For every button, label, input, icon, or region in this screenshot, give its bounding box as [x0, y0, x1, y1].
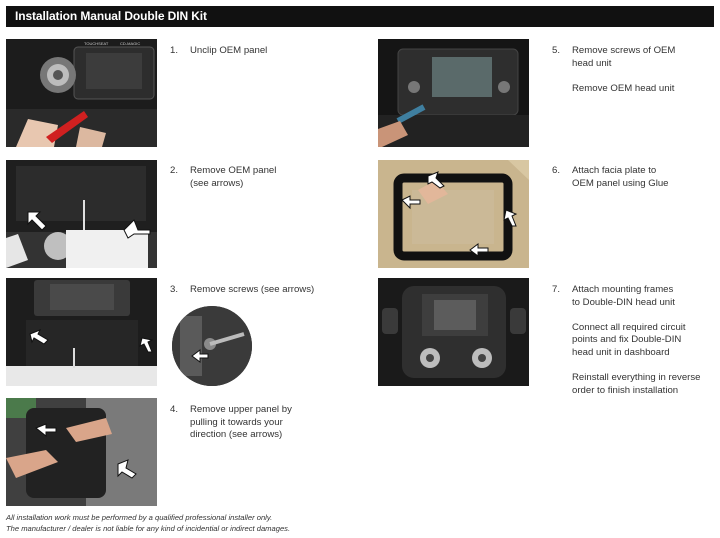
photo-step-7	[378, 278, 529, 386]
step-5-text	[572, 45, 675, 95]
page-title: Installation Manual Double DIN Kit	[15, 9, 207, 23]
step-text-line: Remove screws (see arrows)	[190, 284, 315, 295]
step-text-line: Unclip OEM panel	[190, 45, 268, 56]
step-text-line	[572, 309, 701, 322]
header-bar	[6, 6, 714, 27]
step-text-line: head unit in dashboard	[572, 346, 670, 358]
step-3-text	[190, 284, 314, 297]
step-text-line: Remove OEM panel	[190, 165, 277, 176]
photo-step-1	[6, 39, 157, 147]
step-text-line: order to finish installation	[572, 384, 679, 396]
photo-step-5	[378, 39, 529, 147]
disclaimer-line-1: All installation work must be performed by a qualified professional installer only.	[6, 513, 273, 522]
photo-step-3-detail	[172, 306, 252, 386]
step-text-line: Connect all required circuit	[572, 321, 686, 333]
step-text-line: Attach facia plate to	[572, 165, 657, 176]
step-7-number: 7.	[552, 284, 561, 295]
step-2-number: 2.	[170, 165, 179, 176]
step-2-text	[190, 165, 276, 190]
step-text-line	[572, 360, 701, 373]
step-3-number: 3.	[170, 284, 179, 295]
step-text-line: Remove screws of OEM	[572, 45, 676, 56]
photo-step-2	[6, 160, 157, 268]
photo-label-cdmagic: CD-MAGIC	[120, 41, 141, 46]
step-text-line: pulling it towards your	[190, 416, 283, 428]
step-1-number: 1.	[170, 45, 179, 56]
step-text-line: to Double-DIN head unit	[572, 296, 675, 308]
step-text-line: head unit	[572, 57, 612, 69]
step-text-line: Attach mounting frames	[572, 284, 674, 295]
step-7-text	[572, 284, 701, 397]
step-text-line: (see arrows)	[190, 177, 244, 189]
photo-step-4	[6, 398, 157, 506]
step-text-line: Remove OEM head unit	[572, 82, 675, 94]
step-1-text	[190, 45, 267, 58]
step-4-text	[190, 404, 292, 442]
step-4-number: 4.	[170, 404, 179, 415]
step-text-line: Remove upper panel by	[190, 404, 292, 415]
disclaimer-line-2: The manufacturer / dealer is not liable for any kind of incidential or indirect damages.	[6, 524, 291, 533]
photo-step-3	[6, 278, 157, 386]
step-text-line: OEM panel using Glue	[572, 177, 669, 189]
step-5-number: 5.	[552, 45, 561, 56]
step-text-line	[572, 70, 675, 83]
step-text-line: points and fix Double-DIN	[572, 334, 682, 346]
step-text-line: direction (see arrows)	[190, 429, 283, 441]
photo-label-touchseat: TOUCHSEAT	[84, 41, 109, 46]
step-6-number: 6.	[552, 165, 561, 176]
step-6-text	[572, 165, 669, 190]
step-text-line: Reinstall everything in reverse	[572, 372, 701, 384]
photo-step-6	[378, 160, 529, 268]
